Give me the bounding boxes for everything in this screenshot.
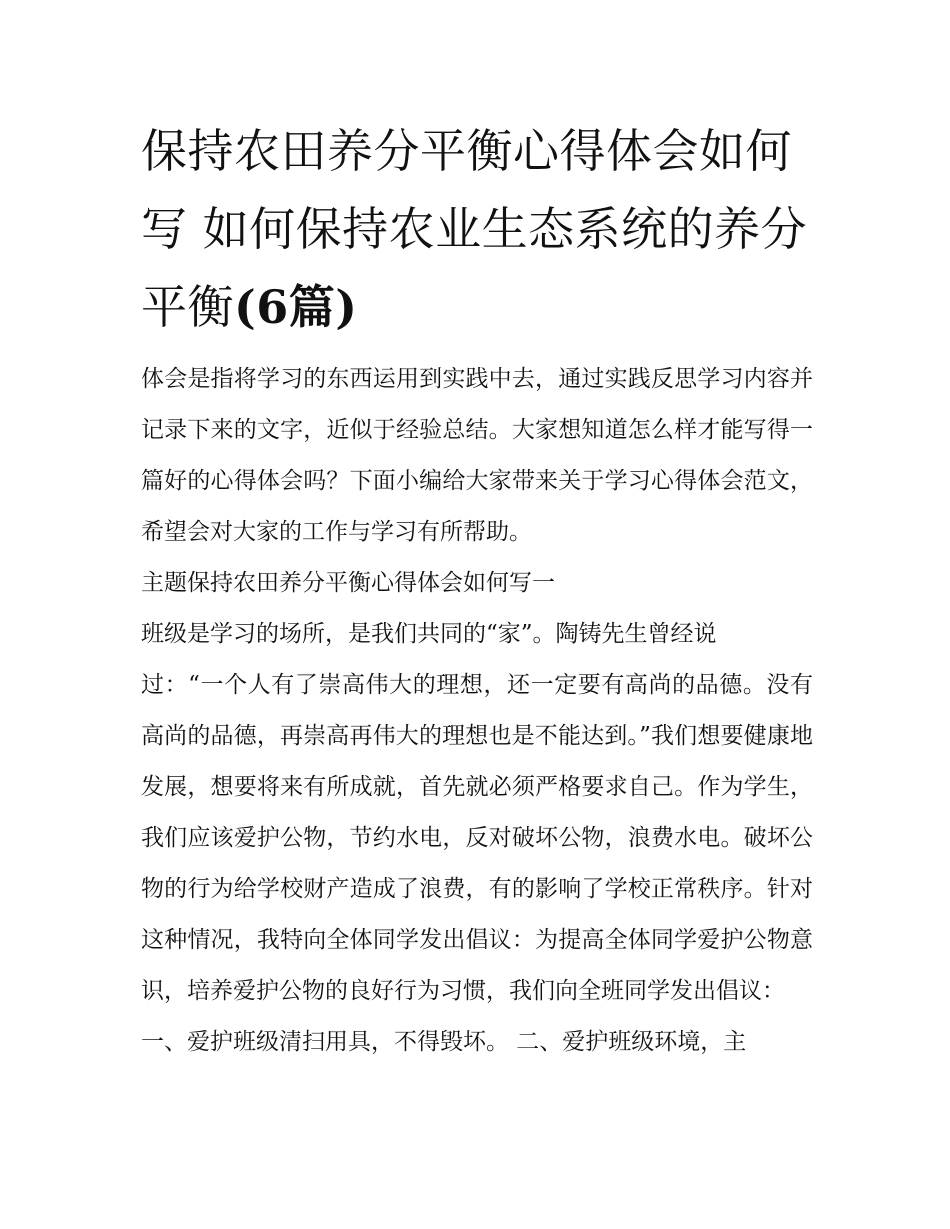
title-suffix: (6篇) — [234, 280, 358, 334]
body-last-line: 一、爱护班级清扫用具，不得毁坏。 二、爱护班级环境，主 — [141, 1029, 747, 1055]
document-content — [141, 112, 813, 1068]
section-subtitle: 主题保持农田养分平衡心得体会如何写一 — [141, 570, 555, 596]
intro-paragraph: 体会是指将学习的东西运用到实践中去，通过实践反思学习内容并记录下来的文字，近似于经验总结。大家想知道怎么样才能写得一篇好的心得体会吗？下面小编给大家带来关于学习心得体会范文，希望会对大家的工作与学习有所帮助。 — [141, 366, 813, 545]
document-title — [141, 112, 813, 346]
body-paragraph: 过：“一个人有了崇高伟大的理想，还一定要有高尚的品德。没有高尚的品德，再崇高再伟大的理想也是不能达到。”我们想要健康地发展，想要将来有所成就，首先就必须严格要求自己。作为学生，我们应该爱护公物，节约水电，反对破坏公物，浪费水电。破坏公物的行为给学校财产造成了浪费，有的影响了学校正常秩序。针对这种情况，我特向全体同学发出倡议：为提高全体同学爱护公物意识，培养爱护公物的良好行为习惯，我们向全班同学发出倡议： — [141, 672, 813, 1004]
title-main: 保持农田养分平衡心得体会如何写 如何保持农业生态系统的养分平衡 — [141, 124, 808, 334]
body-line-1: 班级是学习的场所，是我们共同的“家”。陶铸先生曾经说 — [141, 621, 717, 647]
